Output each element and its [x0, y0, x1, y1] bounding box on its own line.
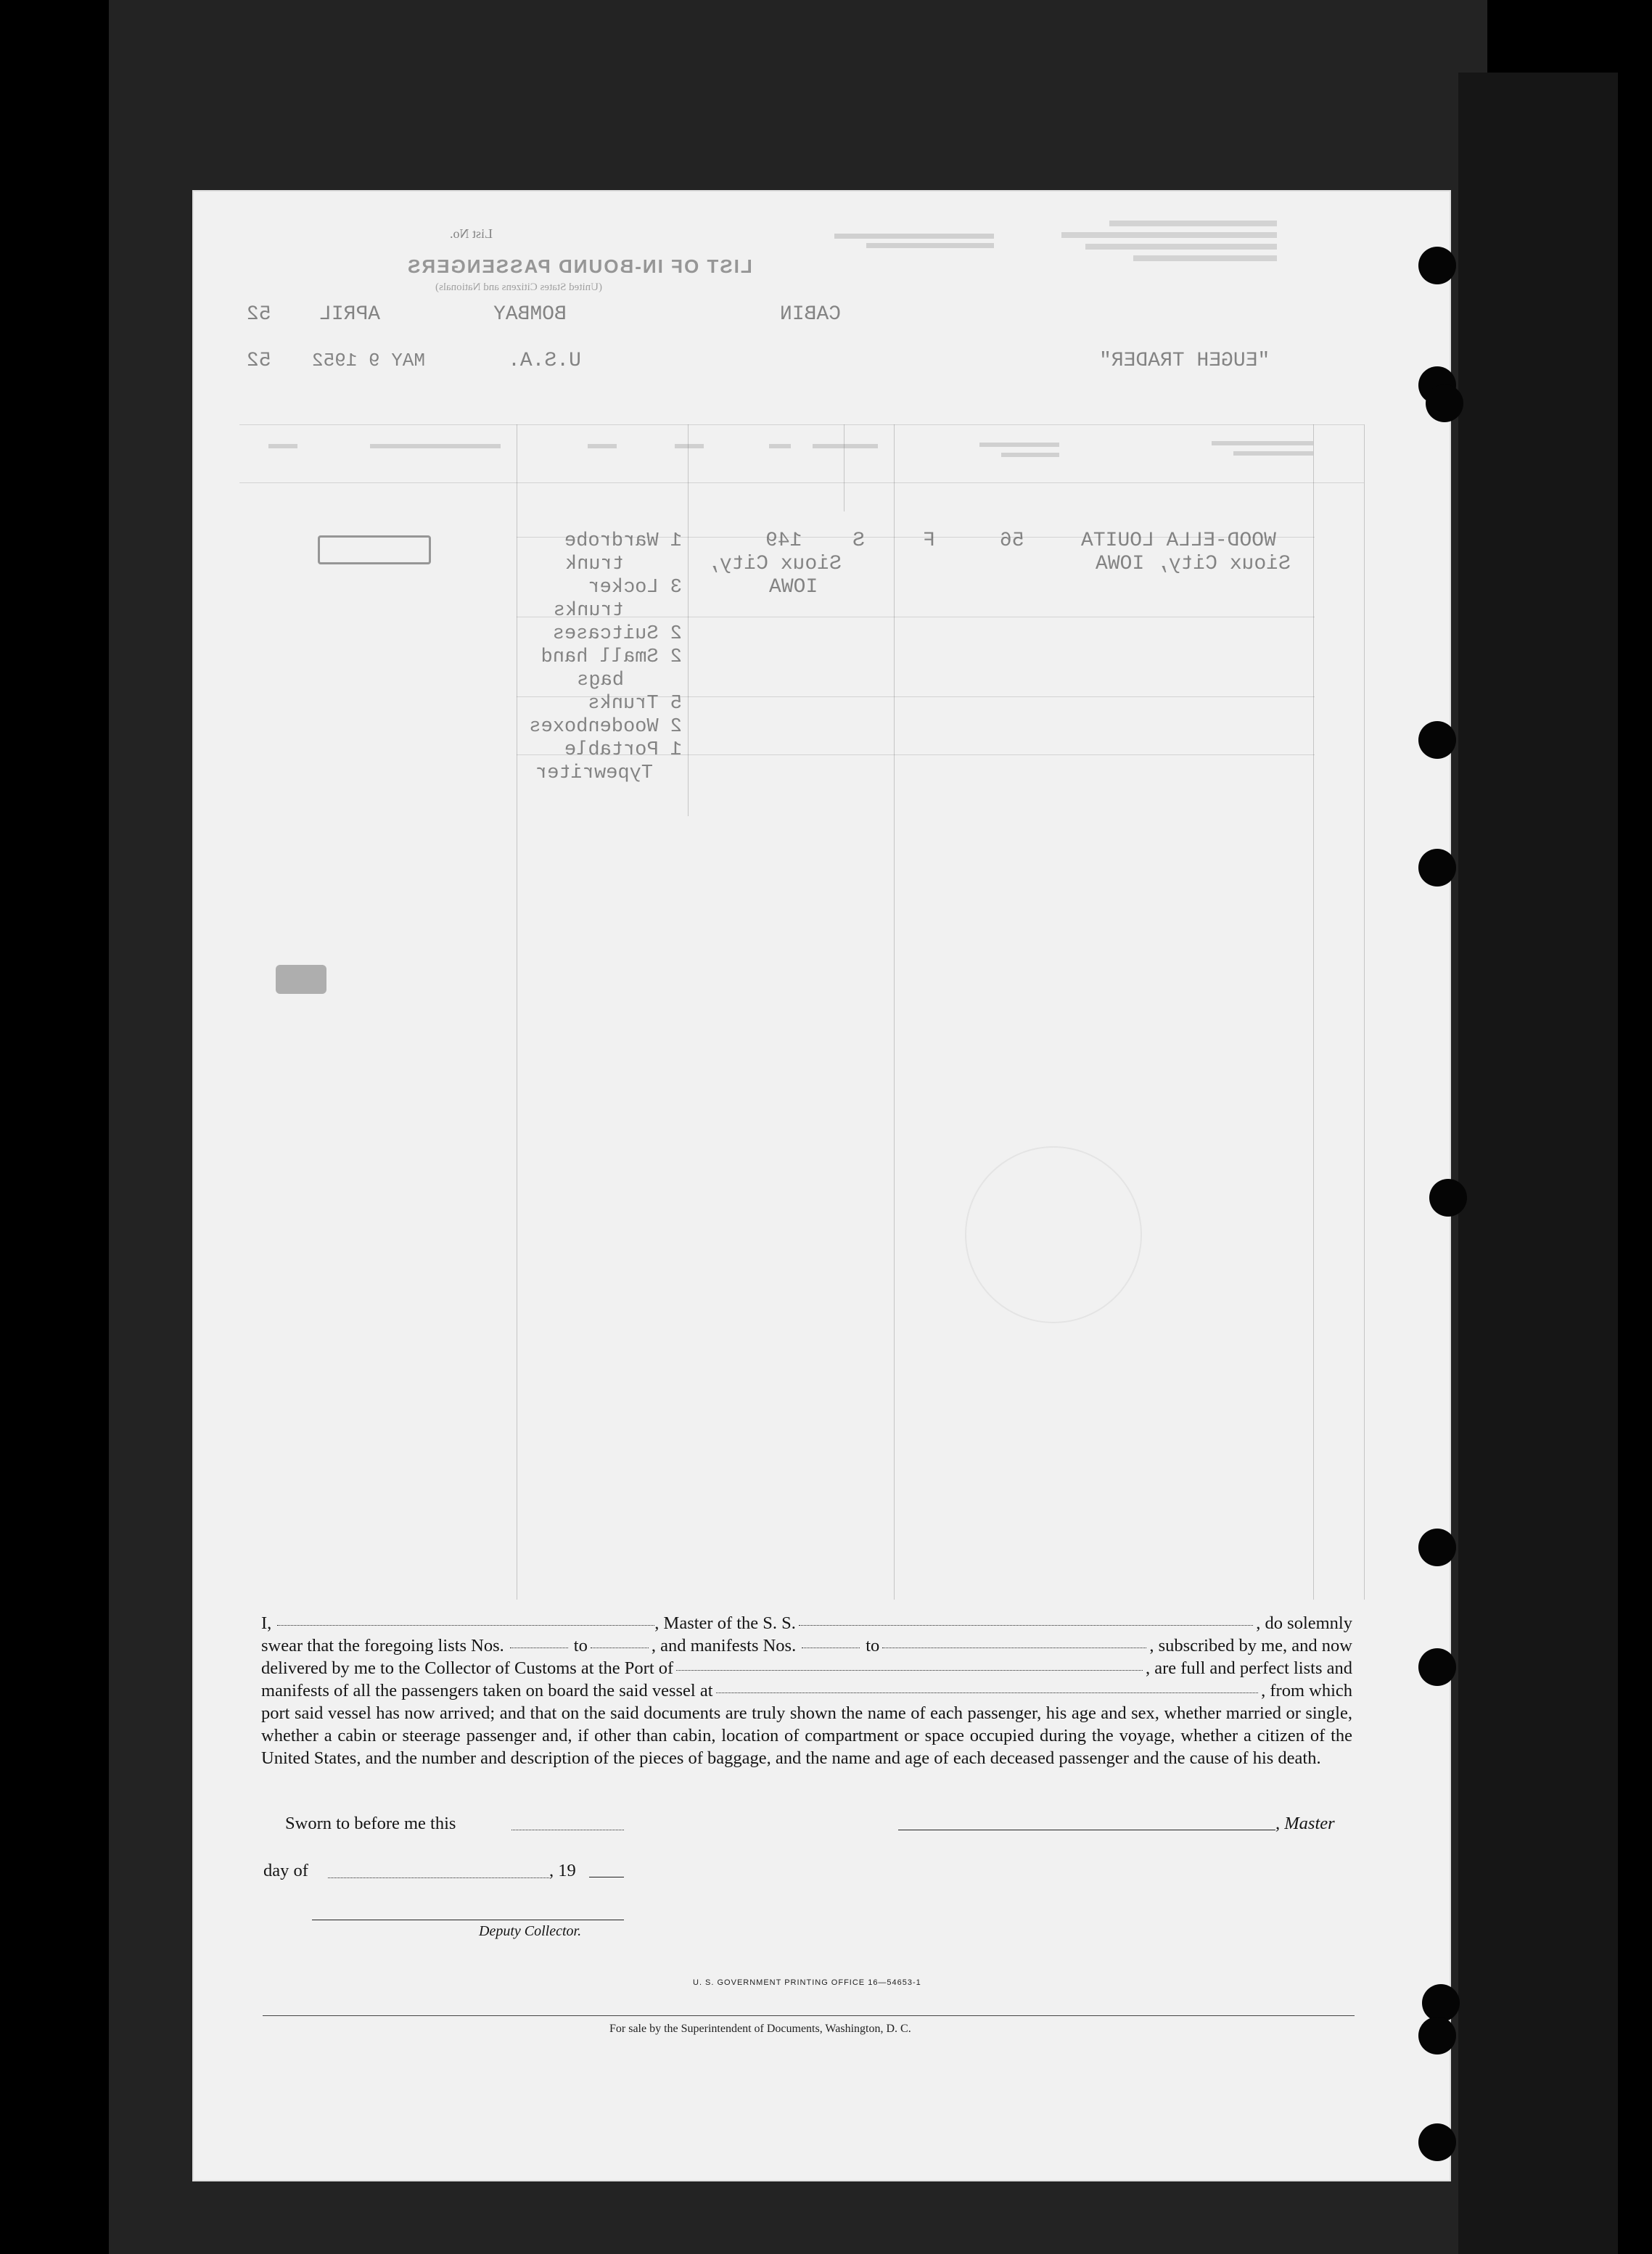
faint-seal — [965, 1146, 1142, 1323]
embark-port-blank — [716, 1679, 1259, 1693]
table-header-bottom — [239, 482, 1364, 483]
oath-from-which: , from which — [1261, 1681, 1352, 1700]
footer-rule — [263, 2015, 1355, 2016]
sworn-label: Sworn to before me this — [285, 1814, 456, 1833]
punch-hole — [1418, 2123, 1456, 2161]
punch-hole — [1418, 721, 1456, 759]
printing-office: U. S. GOVERNMENT PRINTING OFFICE 16—54653-1 — [693, 1978, 921, 1987]
baggage-item: 3 Locker — [588, 577, 682, 599]
faint-col-headers — [239, 435, 1357, 472]
bleed-vessel: "EUGEH TRADER" — [1099, 350, 1270, 372]
day-of-blank — [328, 1877, 549, 1878]
manifests-to-blank — [882, 1634, 1146, 1648]
punch-hole — [1422, 1984, 1460, 2022]
baggage-item: trunks — [553, 600, 624, 622]
bleed-month: APRIL — [319, 303, 381, 326]
punch-hole — [1426, 384, 1463, 422]
table-col-2 — [688, 424, 689, 816]
faint-header-block — [1037, 218, 1277, 297]
bleed-passenger-name: WOOD-ELLA LOUITA — [1081, 530, 1276, 552]
bleed-passenger-age: 56 — [1000, 530, 1024, 552]
bleed-address-city: Sioux City, — [707, 553, 842, 575]
lists-to-blank — [591, 1634, 649, 1648]
master-label: , Master — [1275, 1814, 1335, 1833]
master-name-blank — [277, 1612, 654, 1626]
oath-collector: delivered by me to the Collector of Customs at the Port of — [261, 1658, 674, 1678]
bleed-form-subtitle: (United States Citizens and Nationals) — [435, 281, 602, 293]
oath-perfect: , are full and perfect lists and — [1145, 1658, 1352, 1678]
master-oath — [261, 1612, 1352, 1769]
baggage-item: trunk — [564, 554, 624, 575]
manifests-from-blank — [802, 1634, 860, 1648]
baggage-item: 1 Wardrobe — [564, 530, 682, 552]
baggage-item: bags — [577, 670, 624, 691]
oath-body: port said vessel has now arrived; and that on the said documents are truly shown the name of each passenger, his age and sex, whether married or single, whether a cabin or steerage passenger and, if other than cabin, location of compartment or space occupied during the voyage, whether a citizen of the United States, and the number and description of the pieces of baggage, and the name and age of each deceased passenger and the cause of his death. — [261, 1703, 1352, 1768]
faint-form-ref — [834, 231, 994, 252]
oath-to-2: to — [866, 1636, 880, 1655]
bleed-date-stamp: MAY 9 1952 — [312, 350, 426, 371]
bleed-passenger-marital: S — [852, 530, 865, 552]
bleed-from: BOMBAY — [493, 303, 567, 326]
bleed-port: U.S.A. — [508, 350, 581, 372]
table-header-top — [239, 424, 1364, 425]
day-of-label: day of — [263, 1861, 308, 1880]
year-prefix: , 19 — [549, 1861, 576, 1880]
ship-name-blank — [799, 1612, 1253, 1626]
deputy-label: Deputy Collector. — [479, 1923, 582, 1939]
stamp-smudge — [276, 965, 326, 994]
bleed-passenger-sex: F — [923, 530, 935, 552]
baggage-item: 2 Small hand — [541, 646, 682, 668]
baggage-item: Typewriter — [535, 762, 653, 784]
bleed-list-no: List No. — [450, 226, 493, 241]
bleed-form-title: LIST OF IN-BOUND PASSENGERS — [406, 255, 752, 277]
bleed-class: CABIN — [780, 303, 842, 326]
bleed-baggage-list — [504, 530, 682, 785]
bleed-address-state: IOWA — [769, 576, 818, 599]
table-col-6 — [1364, 424, 1365, 1600]
scanner-background-right — [1458, 73, 1618, 2254]
port-blank — [676, 1657, 1143, 1671]
punch-hole — [1429, 1179, 1467, 1217]
punch-hole — [1418, 849, 1456, 887]
oath-master-of: , Master of the S. S. — [654, 1613, 796, 1633]
table-col-4 — [894, 424, 895, 1600]
punch-hole — [1418, 1529, 1456, 1566]
bleed-year: 52 — [247, 303, 271, 326]
bleed-year2: 52 — [247, 350, 271, 372]
baggage-item: 1 Portable — [564, 739, 682, 761]
manifest-page — [192, 190, 1451, 2181]
bleed-address-no: 149 — [765, 530, 802, 552]
oath-manifests: , and manifests Nos. — [651, 1636, 797, 1655]
oath-solemnly: , do solemnly — [1256, 1613, 1352, 1633]
baggage-item: 5 Trunks — [588, 693, 682, 715]
table-col-5 — [1313, 424, 1314, 1600]
bleed-passenger-residence: Sioux City, IOWA — [1096, 553, 1291, 575]
oath-lists: swear that the foregoing lists Nos. — [261, 1636, 504, 1655]
baggage-item: 2 Suitcases — [552, 623, 682, 645]
baggage-item: 2 Woodenboxes — [529, 716, 682, 738]
punch-hole — [1418, 1648, 1456, 1686]
lists-from-blank — [510, 1634, 568, 1648]
punch-hole — [1418, 2017, 1456, 2054]
oath-to-1: to — [573, 1636, 588, 1655]
examiner-stamp — [318, 535, 431, 564]
oath-manifests-all: manifests of all the passengers taken on board the said vessel at — [261, 1681, 713, 1700]
punch-hole — [1418, 247, 1456, 284]
oath-subscribed: , subscribed by me, and now — [1149, 1636, 1352, 1655]
footer-text: For sale by the Superintendent of Documents, Washington, D. C. — [609, 2023, 911, 2035]
oath-i: I, — [261, 1613, 272, 1633]
